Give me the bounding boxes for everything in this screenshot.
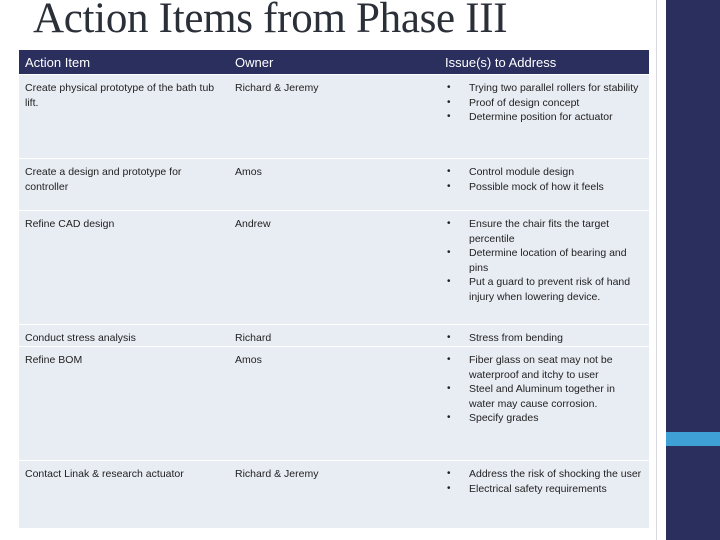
action-item-cell: Create physical prototype of the bath tub lift. [19, 75, 229, 159]
divider-line [656, 0, 657, 540]
header-issues: Issue(s) to Address [439, 50, 649, 75]
table-row [19, 325, 649, 347]
issues-cell [439, 461, 649, 529]
issues-cell [439, 75, 649, 159]
issue-item: • Trying two parallel rollers for stability [445, 81, 643, 96]
owner-cell: Amos [229, 347, 439, 461]
table-header-row [19, 50, 649, 75]
issues-list [445, 331, 643, 346]
header-owner: Owner [229, 50, 439, 75]
header-action-item: Action Item [19, 50, 229, 75]
table-row [19, 75, 649, 159]
table-row [19, 461, 649, 529]
issue-item: • Electrical safety requirements [445, 482, 643, 497]
issue-item: • Determine position for actuator [445, 110, 643, 125]
issue-item: • Put a guard to prevent risk of hand injury when lowering device. [445, 275, 643, 304]
issues-list [445, 217, 643, 304]
owner-cell: Andrew [229, 211, 439, 325]
owner-cell: Richard & Jeremy [229, 461, 439, 529]
issues-list [445, 467, 643, 496]
band-accent-stripe [666, 432, 720, 446]
action-item-cell: Conduct stress analysis [19, 325, 229, 347]
slide-title: Action Items from Phase III [33, 0, 508, 42]
issue-item: • Determine location of bearing and pins [445, 246, 643, 275]
issues-list [445, 353, 643, 426]
issue-item: • Ensure the chair fits the target percentile [445, 217, 643, 246]
table-row [19, 159, 649, 211]
issue-item: • Fiber glass on seat may not be waterproof and itchy to user [445, 353, 643, 382]
band-upper [666, 0, 720, 432]
owner-cell: Richard & Jeremy [229, 75, 439, 159]
issue-item: • Control module design [445, 165, 643, 180]
right-decorative-band [666, 0, 720, 540]
action-item-cell: Refine CAD design [19, 211, 229, 325]
issue-item: • Specify grades [445, 411, 643, 426]
issues-list [445, 81, 643, 125]
issues-list [445, 165, 643, 194]
issues-cell [439, 325, 649, 347]
issue-item: • Steel and Aluminum together in water may cause corrosion. [445, 382, 643, 411]
issues-cell [439, 211, 649, 325]
action-items-table [19, 50, 649, 528]
issue-item: • Proof of design concept [445, 96, 643, 111]
issues-cell [439, 347, 649, 461]
issues-cell [439, 159, 649, 211]
owner-cell: Amos [229, 159, 439, 211]
table-row [19, 347, 649, 461]
issue-item: • Possible mock of how it feels [445, 180, 643, 195]
action-item-cell: Refine BOM [19, 347, 229, 461]
action-item-cell: Contact Linak & research actuator [19, 461, 229, 529]
issue-item: • Address the risk of shocking the user [445, 467, 643, 482]
table-row [19, 211, 649, 325]
owner-cell: Richard [229, 325, 439, 347]
issue-item: • Stress from bending [445, 331, 643, 346]
action-item-cell: Create a design and prototype for controller [19, 159, 229, 211]
